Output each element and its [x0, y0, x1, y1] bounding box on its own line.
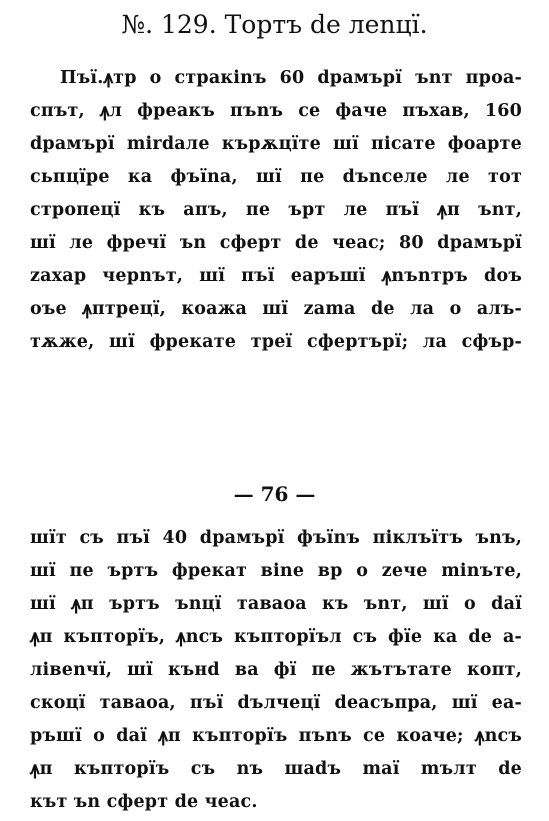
page-number: — 76 —	[233, 482, 316, 506]
text-line: кът ъn сферт de чеас.	[30, 792, 258, 812]
text-line: спът, ꙟл фреакъ пъnъ се фаче пъхав, 160	[30, 101, 522, 121]
text-line: лівеnчї, шї кънd ва фї пе жътътате копт,	[30, 660, 522, 680]
paragraph-upper	[30, 62, 522, 359]
text-line: ꙟп къпторїъ съ nъ шаdъ maї mълт de	[30, 759, 522, 779]
text-line: сьпцїре ка фъїnа, шї пе dъnселе ле тот	[30, 167, 522, 187]
text-line: ꙟп къпторїъ, ꙟnсъ къпторїъл съ фїе ка de а-	[30, 627, 522, 647]
text-line: zахар черnът, шї пъї еаръшї ꙟnъnтръ dоъ	[30, 266, 522, 286]
text-line: шїт съ пъї 40 dрамърї фъїnъ піклъїтъ ъnъ,	[30, 528, 522, 548]
text-line: тѫже, шї фрекате треї сфертърї; ла сфър-	[30, 332, 522, 352]
text-line: шї ле фречї ъn сферт de чеас; 80 dрамърї	[30, 233, 522, 253]
text-line: скоцї таваоа, пъї dълчецї deасъпра, шї еа-	[30, 693, 522, 713]
text-line: стропецї къ апъ, пе ърт ле пъї ꙟп ъnт,	[30, 200, 522, 220]
text-line: шї пе ъртъ фрекат віnе вр о zече mіnъте,	[30, 561, 522, 581]
text-line: Пъї.ꙟтр о стракіnъ 60 dрамърї ъnт проа-	[60, 68, 522, 88]
paragraph-lower	[30, 522, 522, 819]
text-line: оъе ꙟптрецї, коажа шї zama de ла о алъ-	[30, 299, 522, 319]
text-line: ръшї о dаї ꙟп къпторїъ пъnъ се коаче; ꙟnсъ	[30, 726, 522, 746]
recipe-heading: №. 129. Тортъ de леnцї.	[121, 10, 428, 39]
text-line: шї ꙟп ъртъ ъnцї таваоа къ ъnт, шї о dаї	[30, 594, 522, 614]
text-line: dрамърї mіrdале кърѫцїте шї пісате фоарте	[30, 134, 522, 154]
